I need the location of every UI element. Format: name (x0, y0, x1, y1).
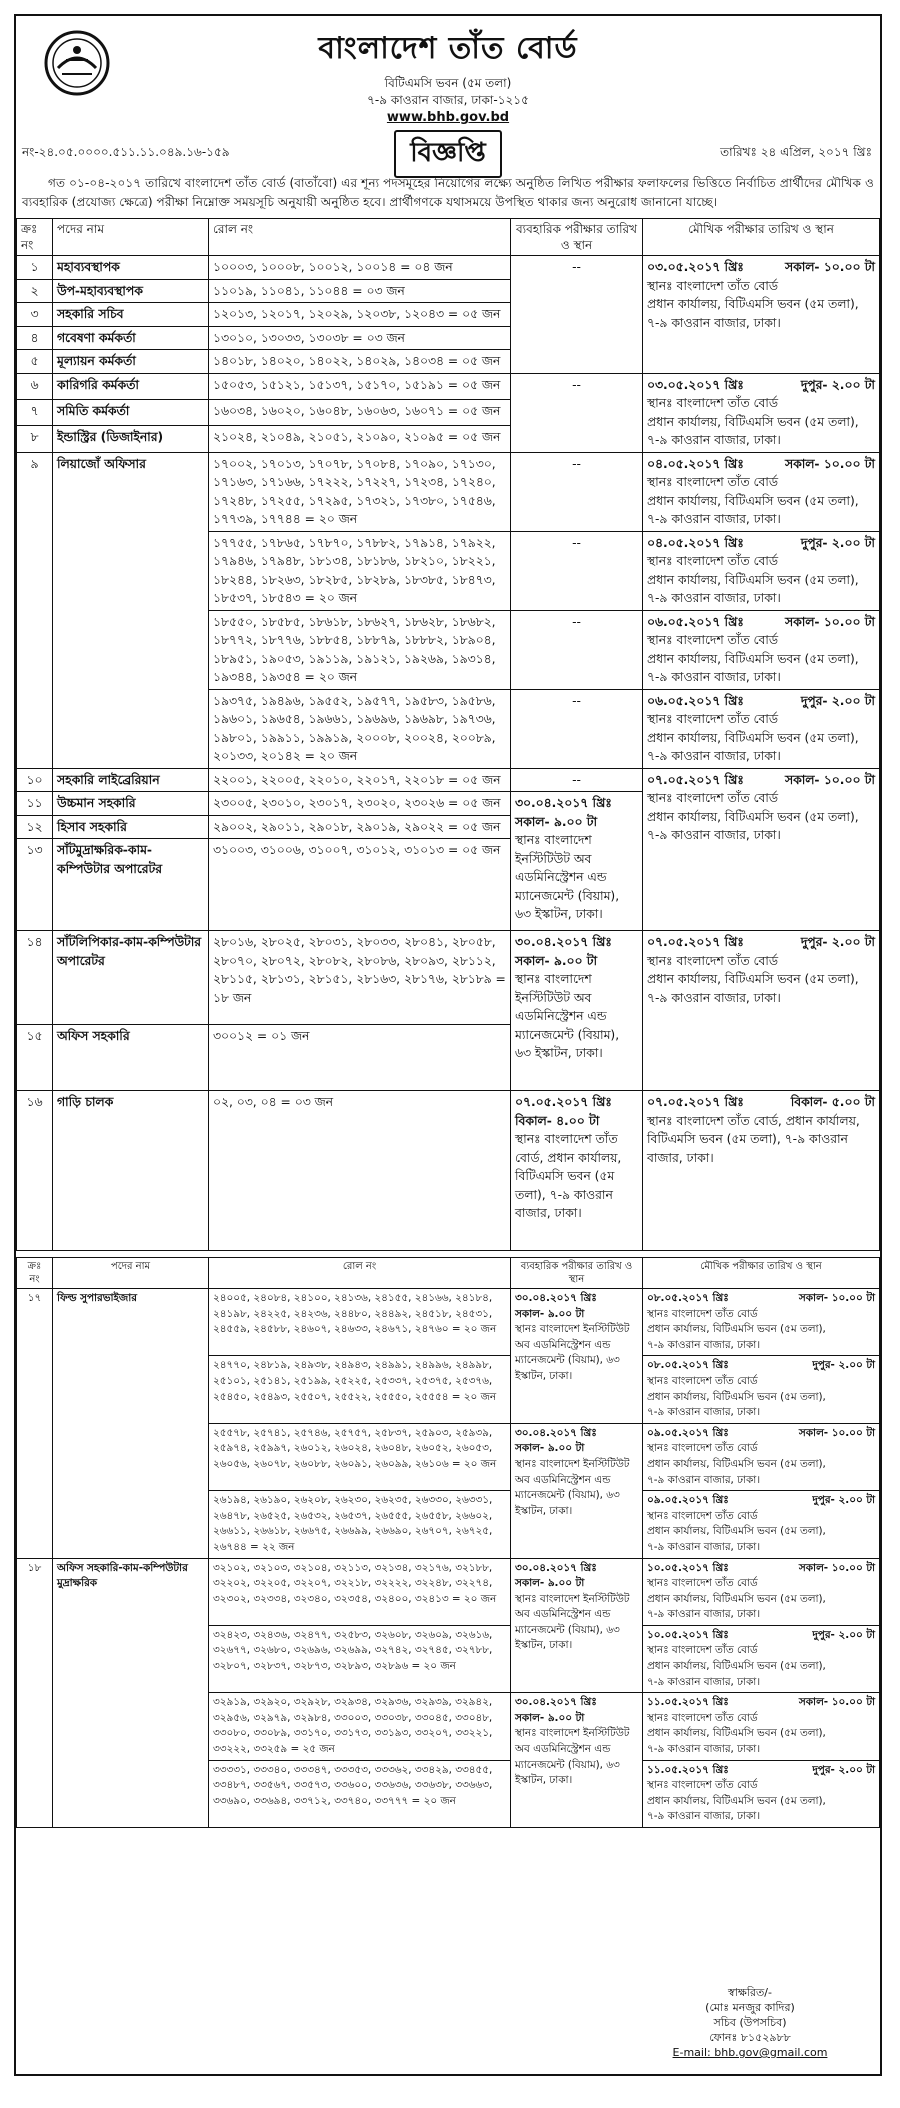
practical-cell: ৩০.০৪.২০১৭ খ্রিঃ সকাল- ৯.০০ টা স্থানঃ বাংলাদেশ ইনস্টিটিউট অব এডমিনিস্ট্রেশন এন্ড ম্যানেজমেন্ট (বিয়াম), ৬৩ ইস্কাটন, ঢাকা। (511, 1558, 643, 1693)
table-row: ৪ গবেষণা কর্মকর্তা ১৩০১০, ১৩০৩৩, ১৩০৩৮ = ০৩ জন (17, 326, 880, 350)
notice-page (14, 14, 882, 2076)
practical-cell: ৩০.০৪.২০১৭ খ্রিঃ সকাল- ৯.০০ টা স্থানঃ বাংলাদেশ ইনস্টিটিউট অব এডমিনিস্ট্রেশন এন্ড ম্যানেজমেন্ট (বিয়াম), ৬৩ ইস্কাটন, ঢাকা। (511, 1693, 643, 1828)
table-row: ৮ ইন্ডাস্ট্রির (ডিজাইনার) ২১০২৪, ২১০৪৯, ২১০৫১, ২১০৯০, ২১০৯৫ = ০৫ জন (17, 426, 880, 452)
viva-cell: ০৩.০৫.২০১৭ খ্রিঃ সকাল- ১০.০০ টা স্থানঃ বাংলাদেশ তাঁত বোর্ড প্রধান কার্যালয়, বিটিএমসি ভবন (৫ম তলা), ৭-৯ কাওরান বাজার, ঢাকা। (643, 256, 880, 374)
table-row: ১৬ গাড়ি চালক ০২, ০৩, ০৪ = ০৩ জন ০৭.০৫.২০১৭ খ্রিঃ বিকাল- ৪.০০ টা স্থানঃ বাংলাদেশ তাঁত বোর্ড, প্রধান কার্যালয়, বিটিএমসি ভবন (৫ম তলা), ৭-৯ কাওরান বাজার, ঢাকা। ০৭.০৫.২০১৭ খ্রিঃ বিকাল- ৫.০০ টা স্থানঃ বাংলাদেশ তাঁত বোর্ড, প্রধান কার্যালয়, বিটিএমসি ভবন (৫ম তলা), ৭-৯ কাওরান বাজার, ঢাকা। (17, 1091, 880, 1251)
memo-number: নং-২৪.০৫.০০০০.৫১১.১১.০৪৯.১৬-১৫৯ (22, 145, 230, 159)
col-viva: মৌখিক পরীক্ষার তারিখ ও স্থান (643, 1258, 880, 1289)
table-row: ১১ উচ্চমান সহকারি ২৩০০৫, ২৩০১০, ২৩০১৭, ২৩০২০, ২৩০২৬ = ০৫ জন ৩০.০৪.২০১৭ খ্রিঃ সকাল- ৯.০০ টা স্থানঃ বাংলাদেশ ইনস্টিটিউট অব এডমিনিস্ট্রেশন এন্ড ম্যানেজমেন্ট (বিয়াম), ৬৩ ইস্কাটন, ঢাকা। (17, 792, 880, 816)
practical-cell: ৩০.০৪.২০১৭ খ্রিঃ সকাল- ৯.০০ টা স্থানঃ বাংলাদেশ ইনস্টিটিউট অব এডমিনিস্ট্রেশন এন্ড ম্যানেজমেন্ট (বিয়াম), ৬৩ ইস্কাটন, ঢাকা। (511, 1423, 643, 1558)
table-row: ১৫ অফিস সহকারি ৩০০১২ = ০১ জন (17, 1025, 880, 1091)
col-post: পদের নাম (53, 219, 209, 256)
col-sl: ক্রঃ নং (17, 1258, 53, 1289)
table-header-row (17, 1258, 880, 1289)
table-row: ৬ কারিগরি কর্মকর্তা ১৫০৫৩, ১৫১২১, ১৫১৩৭, ১৫১৭০, ১৫১৯১ = ০৫ জন -- ০৩.০৫.২০১৭ খ্রিঃ দুপুর- ২.০০ টা স্থানঃ বাংলাদেশ তাঁত বোর্ড প্রধান কার্যালয়, বিটিএমসি ভবন (৫ম তলা), ৭-৯ কাওরান বাজার, ঢাকা। (17, 373, 880, 399)
viva-cell: ১১.০৫.২০১৭ খ্রিঃ দুপুর- ২.০০ টা স্থানঃ বাংলাদেশ তাঁত বোর্ড প্রধান কার্যালয়, বিটিএমসি ভবন (৫ম তলা), ৭-৯ কাওরান বাজার, ঢাকা। (643, 1760, 880, 1827)
table-row: ১৯৩৭৫, ১৯৪৯৬, ১৯৫৫২, ১৯৫৭৭, ১৯৫৮৩, ১৯৫৮৬, ১৯৬০১, ১৯৬৫৪, ১৯৬৬১, ১৯৬৯৬, ১৯৬৯৮, ১৯৭৩৬, ১৯৮০১, ১৯৯১১, ১৯৯১৯, ২০০০৮, ২০০২৪, ২০০৮৯, ২০১৩৩, ২০১৪২ = ২০ জন -- ০৬.০৫.২০১৭ খ্রিঃ দুপুর- ২.০০ টা স্থানঃ বাংলাদেশ তাঁত বোর্ড প্রধান কার্যালয়, বিটিএমসি ভবন (৫ম তলা), ৭-৯ কাওরান বাজার, ঢাকা। (17, 689, 880, 768)
signatory-designation: সচিব (উপসচিব) (713, 2016, 787, 2029)
table-row: ৭ সমিতি কর্মকর্তা ১৬০৩৪, ১৬০২০, ১৬০৪৮, ১৬০৬৩, ১৬০৭১ = ০৫ জন (17, 399, 880, 425)
table-row: ৫ মূল্যায়ন কর্মকর্তা ১৪০১৮, ১৪০২০, ১৪০২২, ১৪০২৯, ১৪০৩৪ = ০৫ জন (17, 350, 880, 374)
viva-cell: ০৮.০৫.২০১৭ খ্রিঃ দুপুর- ২.০০ টা স্থানঃ বাংলাদেশ তাঁত বোর্ড প্রধান কার্যালয়, বিটিএমসি ভবন (৫ম তলা), ৭-৯ কাওরান বাজার, ঢাকা। (643, 1356, 880, 1423)
col-roll: রোল নং (209, 1258, 511, 1289)
viva-cell: ০৭.০৫.২০১৭ খ্রিঃ বিকাল- ৫.০০ টা স্থানঃ বাংলাদেশ তাঁত বোর্ড, প্রধান কার্যালয়, বিটিএমসি ভবন (৫ম তলা), ৭-৯ কাওরান বাজার, ঢাকা। (643, 1091, 880, 1251)
col-practical: ব্যবহারিক পরীক্ষার তারিখ ও স্থান (511, 219, 643, 256)
table-row: ১৮ অফিস সহকারি-কাম-কম্পিউটার মুদ্রাক্ষরিক ৩২১০২, ৩২১০৩, ৩২১০৪, ৩২১১৩, ৩২১৩৪, ৩২১৭৬, ৩২১৮৮, ৩২২০২, ৩২২০৫, ৩২২০৭, ৩২২১৮, ৩২২২২, ৩২২৪৮, ৩২২৭৪, ৩২৩০২, ৩২৩৩৪, ৩২৩৪০, ৩২৩৫৪, ৩২৪০০, ৩২৪১৩ = ২০ জন ৩০.০৪.২০১৭ খ্রিঃ সকাল- ৯.০০ টা স্থানঃ বাংলাদেশ ইনস্টিটিউট অব এডমিনিস্ট্রেশন এন্ড ম্যানেজমেন্ট (বিয়াম), ৬৩ ইস্কাটন, ঢাকা। ১০.০৫.২০১৭ খ্রিঃ সকাল- ১০.০০ টা স্থানঃ বাংলাদেশ তাঁত বোর্ড প্রধান কার্যালয়, বিটিএমসি ভবন (৫ম তলা), ৭-৯ কাওরান বাজার, ঢাকা। (17, 1558, 880, 1625)
table-row: ১২ হিসাব সহকারি ২৯০০২, ২৯০১১, ২৯০১৮, ২৯০১৯, ২৯০২২ = ০৫ জন (17, 815, 880, 839)
col-practical: ব্যবহারিক পরীক্ষার তারিখ ও স্থান (511, 1258, 643, 1289)
table-row: ২৬১৯৪, ২৬১৯০, ২৬২০৮, ২৬২৩০, ২৬২৩৫, ২৬৩৩০, ২৬৩৩১, ২৬৪৭৮, ২৬৫২৫, ২৬৫৩২, ২৬৫৩৭, ২৬৫৫৫, ২৬৫৫৮, ২৬৬০২, ২৬৬১১, ২৬৬১৮, ২৬৬৭৫, ২৬৬৯৯, ২৬৬৯০, ২৬৭০৭, ২৬৭২৫, ২৬৭৪৪ = ২২ জন ০৯.০৫.২০১৭ খ্রিঃ দুপুর- ২.০০ টা স্থানঃ বাংলাদেশ তাঁত বোর্ড প্রধান কার্যালয়, বিটিএমসি ভবন (৫ম তলা), ৭-৯ কাওরান বাজার, ঢাকা। (17, 1491, 880, 1558)
intro-paragraph: গত ০১-০৪-২০১৭ তারিখে বাংলাদেশ তাঁত বোর্ড (বাতাঁবো) এর শূন্য পদসমূহের নিয়োগের লক্ষ্যে অনুষ্ঠিত লিখিত পরীক্ষার ফলাফলের ভিত্তিতে নির্বাচিত প্রার্থীদের মৌখিক ও ব্যবহারিক (প্রযোজ্য ক্ষেত্রে) পরীক্ষা নিম্নোক্ত সময়সূচি অনুযায়ী অনুষ্ঠিত হবে। প্রার্থীগণকে যথাসময়ে উপস্থিত থাকার জন্য অনুরোধ জানানো যাচ্ছে। (22, 176, 874, 209)
org-building: বিটিএমসি ভবন (৫ম তলা) (384, 76, 512, 90)
table-header-row (17, 219, 880, 256)
practical-cell: ৩০.০৪.২০১৭ খ্রিঃ সকাল- ৯.০০ টা স্থানঃ বাংলাদেশ ইনস্টিটিউট অব এডমিনিস্ট্রেশন এন্ড ম্যানেজমেন্ট (বিয়াম), ৬৩ ইস্কাটন, ঢাকা। (511, 931, 643, 1091)
table-row: ৩৩৩৩১, ৩৩৩৪০, ৩৩৩৪৭, ৩৩৩৫৩, ৩৩৩৬২, ৩৩৪২৯, ৩৩৪৫৫, ৩৩৪৮৭, ৩৩৫৬৭, ৩৩৫৭৩, ৩৩৬০০, ৩৩৬৩৬, ৩৩৬৩৮, ৩৩৬৬৩, ৩৩৬৯০, ৩৩৬৯৪, ৩৩৭১২, ৩৩৭৪০, ৩৩৭৭৭ = ২০ জন ১১.০৫.২০১৭ খ্রিঃ দুপুর- ২.০০ টা স্থানঃ বাংলাদেশ তাঁত বোর্ড প্রধান কার্যালয়, বিটিএমসি ভবন (৫ম তলা), ৭-৯ কাওরান বাজার, ঢাকা। (17, 1760, 880, 1827)
notice-title: বিজ্ঞপ্তি (394, 130, 502, 178)
viva-cell: ০৯.০৫.২০১৭ খ্রিঃ দুপুর- ২.০০ টা স্থানঃ বাংলাদেশ তাঁত বোর্ড প্রধান কার্যালয়, বিটিএমসি ভবন (৫ম তলা), ৭-৯ কাওরান বাজার, ঢাকা। (643, 1491, 880, 1558)
table-row: ৩২৯১৯, ৩২৯২০, ৩২৯২৮, ৩২৯৩৪, ৩২৯৩৬, ৩২৯৩৯, ৩২৯৪২, ৩২৯৫৬, ৩২৯৭৯, ৩২৯৮৪, ৩৩০০৩, ৩৩০৩৮, ৩৩০৪৫, ৩৩০৪৮, ৩৩০৮০, ৩৩০৮৯, ৩৩১৭০, ৩৩১৭৩, ৩৩১৯৩, ৩৩২০৭, ৩৩২২১, ৩৩২২২, ৩৩২৫৯ = ২৫ জন ৩০.০৪.২০১৭ খ্রিঃ সকাল- ৯.০০ টা স্থানঃ বাংলাদেশ ইনস্টিটিউট অব এডমিনিস্ট্রেশন এন্ড ম্যানেজমেন্ট (বিয়াম), ৬৩ ইস্কাটন, ঢাকা। ১১.০৫.২০১৭ খ্রিঃ সকাল- ১০.০০ টা স্থানঃ বাংলাদেশ তাঁত বোর্ড প্রধান কার্যালয়, বিটিএমসি ভবন (৫ম তলা), ৭-৯ কাওরান বাজার, ঢাকা। (17, 1693, 880, 1760)
table-row: ১০ সহকারি লাইব্রেরিয়ান ২২০০১, ২২০০৫, ২২০১০, ২২০১৭, ২২০১৮ = ০৫ জন -- ০৭.০৫.২০১৭ খ্রিঃ সকাল- ১০.০০ টা স্থানঃ বাংলাদেশ তাঁত বোর্ড প্রধান কার্যালয়, বিটিএমসি ভবন (৫ম তলা), ৭-৯ কাওরান বাজার, ঢাকা। (17, 768, 880, 792)
viva-cell: ১১.০৫.২০১৭ খ্রিঃ সকাল- ১০.০০ টা স্থানঃ বাংলাদেশ তাঁত বোর্ড প্রধান কার্যালয়, বিটিএমসি ভবন (৫ম তলা), ৭-৯ কাওরান বাজার, ঢাকা। (643, 1693, 880, 1760)
viva-cell: ০৮.০৫.২০১৭ খ্রিঃ সকাল- ১০.০০ টা স্থানঃ বাংলাদেশ তাঁত বোর্ড প্রধান কার্যালয়, বিটিএমসি ভবন (৫ম তলা), ৭-৯ কাওরান বাজার, ঢাকা। (643, 1289, 880, 1356)
table-row: ১৮৫৫০, ১৮৫৮৫, ১৮৬১৮, ১৮৬২৭, ১৮৬২৮, ১৮৬৮২, ১৮৭৭২, ১৮৭৭৬, ১৮৮৫৪, ১৮৮৭৯, ১৮৮৮২, ১৮৯০৪, ১৮৯৫১, ১৯০৫৩, ১৯১১৯, ১৯১২১, ১৯২৬৯, ১৯৩১৪, ১৯৩৪৪, ১৯৩৫৪ = ২০ জন -- ০৬.০৫.২০১৭ খ্রিঃ সকাল- ১০.০০ টা স্থানঃ বাংলাদেশ তাঁত বোর্ড প্রধান কার্যালয়, বিটিএমসি ভবন (৫ম তলা), ৭-৯ কাওরান বাজার, ঢাকা। (17, 610, 880, 689)
signature-block (640, 1985, 860, 2060)
table-row: ২ উপ-মহাব্যবস্থাপক ১১০১৯, ১১০৪১, ১১০৪৪ = ০৩ জন (17, 279, 880, 303)
col-post: পদের নাম (53, 1258, 209, 1289)
org-title: বাংলাদেশ তাঁত বোর্ড (318, 31, 578, 66)
table-row: ১ মহাব্যবস্থাপক ১০০০৩, ১০০০৮, ১০০১২, ১০০১৪ = ০৪ জন -- ০৩.০৫.২০১৭ খ্রিঃ সকাল- ১০.০০ টা স্থানঃ বাংলাদেশ তাঁত বোর্ড প্রধান কার্যালয়, বিটিএমসি ভবন (৫ম তলা), ৭-৯ কাওরান বাজার, ঢাকা। (17, 256, 880, 280)
viva-cell: ০৬.০৫.২০১৭ খ্রিঃ দুপুর- ২.০০ টা স্থানঃ বাংলাদেশ তাঁত বোর্ড প্রধান কার্যালয়, বিটিএমসি ভবন (৫ম তলা), ৭-৯ কাওরান বাজার, ঢাকা। (643, 689, 880, 768)
org-website-link[interactable]: www.bhb.gov.bd (386, 110, 510, 125)
notice-date: তারিখঃ ২৪ এপ্রিল, ২০১৭ খ্রিঃ (720, 145, 872, 159)
signatory-email-link[interactable]: E-mail: bhb.gov@gmail.com (672, 2046, 828, 2059)
org-address: ৭-৯ কাওরান বাজার, ঢাকা-১২১৫ (367, 93, 529, 107)
table-row: ১৪ সাঁটলিপিকার-কাম-কম্পিউটার অপারেটর ২৮০১৬, ২৮০২৫, ২৮০৩১, ২৮০৩৩, ২৮০৪১, ২৮০৫৮, ২৮০৭০, ২৮০৭২, ২৮০৮২, ২৮০৮৬, ২৮০৯৩, ২৮১১২, ২৮১১৫, ২৮১৩১, ২৮১৫১, ২৮১৬৩, ২৮১৭৬, ২৮১৮৯ = ১৮ জন ৩০.০৪.২০১৭ খ্রিঃ সকাল- ৯.০০ টা স্থানঃ বাংলাদেশ ইনস্টিটিউট অব এডমিনিস্ট্রেশন এন্ড ম্যানেজমেন্ট (বিয়াম), ৬৩ ইস্কাটন, ঢাকা। ০৭.০৫.২০১৭ খ্রিঃ দুপুর- ২.০০ টা স্থানঃ বাংলাদেশ তাঁত বোর্ড প্রধান কার্যালয়, বিটিএমসি ভবন (৫ম তলা), ৭-৯ কাওরান বাজার, ঢাকা। (17, 931, 880, 1025)
practical-cell: ০৭.০৫.২০১৭ খ্রিঃ বিকাল- ৪.০০ টা স্থানঃ বাংলাদেশ তাঁত বোর্ড, প্রধান কার্যালয়, বিটিএমসি ভবন (৫ম তলা), ৭-৯ কাওরান বাজার, ঢাকা। (511, 1091, 643, 1251)
table-row: ৩২৪২৩, ৩২৪৩৬, ৩২৪৭৭, ৩২৫৮৩, ৩২৬০৮, ৩২৬০৯, ৩২৬১৬, ৩২৬৭৭, ৩২৬৮০, ৩২৬৯৬, ৩২৬৯৯, ৩২৭৪২, ৩২৭৪৫, ৩২৭৮৮, ৩২৮০৭, ৩২৮৩৭, ৩২৮৭৩, ৩২৮৯৩, ৩২৮৯৬ = ২০ জন ১০.০৫.২০১৭ খ্রিঃ দুপুর- ২.০০ টা স্থানঃ বাংলাদেশ তাঁত বোর্ড প্রধান কার্যালয়, বিটিএমসি ভবন (৫ম তলা), ৭-৯ কাওরান বাজার, ঢাকা। (17, 1625, 880, 1692)
bhb-seal-icon (44, 30, 110, 96)
memo-row (16, 136, 880, 170)
schedule-table (16, 218, 880, 1251)
table-row: ২৫৫৭৮, ২৫৭৪১, ২৫৭৪৬, ২৫৭৫৭, ২৫৮৩৭, ২৫৯০৩, ২৫৯৩৯, ২৫৯৭৪, ২৫৯৯৭, ২৬০১২, ২৬০২৪, ২৬০৪৮, ২৬০৫২, ২৬০৫৩, ২৬০৫৬, ২৬০৭৮, ২৬০৮৮, ২৬০৯১, ২৬০৯৯, ২৬১০৬ = ২০ জন ৩০.০৪.২০১৭ খ্রিঃ সকাল- ৯.০০ টা স্থানঃ বাংলাদেশ ইনস্টিটিউট অব এডমিনিস্ট্রেশন এন্ড ম্যানেজমেন্ট (বিয়াম), ৬৩ ইস্কাটন, ঢাকা। ০৯.০৫.২০১৭ খ্রিঃ সকাল- ১০.০০ টা স্থানঃ বাংলাদেশ তাঁত বোর্ড প্রধান কার্যালয়, বিটিএমসি ভবন (৫ম তলা), ৭-৯ কাওরান বাজার, ঢাকা। (17, 1423, 880, 1490)
table-row: ৯ লিয়াজোঁ অফিসার ১৭০০২, ১৭০১৩, ১৭০৭৮, ১৭০৮৪, ১৭০৯০, ১৭১৩০, ১৭১৬৩, ১৭১৬৬, ১৭২২২, ১৭২২৭, ১৭২৩৪, ১৭২৪০, ১৭২৪৮, ১৭২৫৫, ১৭২৯৫, ১৭৩২১, ১৭৩৮০, ১৭৫৪৬, ১৭৭৩৯, ১৭৭৪৪ = ২০ জন -- ০৪.০৫.২০১৭ খ্রিঃ সকাল- ১০.০০ টা স্থানঃ বাংলাদেশ তাঁত বোর্ড প্রধান কার্যালয়, বিটিএমসি ভবন (৫ম তলা), ৭-৯ কাওরান বাজার, ঢাকা। (17, 452, 880, 531)
viva-cell: ১০.০৫.২০১৭ খ্রিঃ সকাল- ১০.০০ টা স্থানঃ বাংলাদেশ তাঁত বোর্ড প্রধান কার্যালয়, বিটিএমসি ভবন (৫ম তলা), ৭-৯ কাওরান বাজার, ঢাকা। (643, 1558, 880, 1625)
table-row: ১৩ সাঁটমুদ্রাক্ষরিক-কাম-কম্পিউটার অপারেটর ৩১০০৩, ৩১০০৬, ৩১০০৭, ৩১০১২, ৩১০১৩ = ০৫ জন (17, 839, 880, 931)
viva-cell: ০৪.০৫.২০১৭ খ্রিঃ দুপুর- ২.০০ টা স্থানঃ বাংলাদেশ তাঁত বোর্ড প্রধান কার্যালয়, বিটিএমসি ভবন (৫ম তলা), ৭-৯ কাওরান বাজার, ঢাকা। (643, 531, 880, 610)
viva-cell: ০৩.০৫.২০১৭ খ্রিঃ দুপুর- ২.০০ টা স্থানঃ বাংলাদেশ তাঁত বোর্ড প্রধান কার্যালয়, বিটিএমসি ভবন (৫ম তলা), ৭-৯ কাওরান বাজার, ঢাকা। (643, 373, 880, 452)
signatory-phone: ফোনঃ ৮১৫২৯৮৮ (709, 2031, 791, 2044)
viva-cell: ০৭.০৫.২০১৭ খ্রিঃ সকাল- ১০.০০ টা স্থানঃ বাংলাদেশ তাঁত বোর্ড প্রধান কার্যালয়, বিটিএমসি ভবন (৫ম তলা), ৭-৯ কাওরান বাজার, ঢাকা। (643, 768, 880, 931)
viva-cell: ০৪.০৫.২০১৭ খ্রিঃ সকাল- ১০.০০ টা স্থানঃ বাংলাদেশ তাঁত বোর্ড প্রধান কার্যালয়, বিটিএমসি ভবন (৫ম তলা), ৭-৯ কাওরান বাজার, ঢাকা। (643, 452, 880, 531)
table-row: ৩ সহকারি সচিব ১২০১৩, ১২০১৭, ১২০২৯, ১২০৩৮, ১২০৪৩ = ০৫ জন (17, 303, 880, 327)
col-viva: মৌখিক পরীক্ষার তারিখ ও স্থান (643, 219, 880, 256)
col-sl: ক্রঃ নং (17, 219, 53, 256)
practical-cell: ৩০.০৪.২০১৭ খ্রিঃ সকাল- ৯.০০ টা স্থানঃ বাংলাদেশ ইনস্টিটিউট অব এডমিনিস্ট্রেশন এন্ড ম্যানেজমেন্ট (বিয়াম), ৬৩ ইস্কাটন, ঢাকা। (511, 1289, 643, 1424)
viva-cell: ০৯.০৫.২০১৭ খ্রিঃ সকাল- ১০.০০ টা স্থানঃ বাংলাদেশ তাঁত বোর্ড প্রধান কার্যালয়, বিটিএমসি ভবন (৫ম তলা), ৭-৯ কাওরান বাজার, ঢাকা। (643, 1423, 880, 1490)
signatory-name: (মোঃ মনজুর কাদির) (705, 2001, 795, 2014)
viva-cell: ১০.০৫.২০১৭ খ্রিঃ দুপুর- ২.০০ টা স্থানঃ বাংলাদেশ তাঁত বোর্ড প্রধান কার্যালয়, বিটিএমসি ভবন (৫ম তলা), ৭-৯ কাওরান বাজার, ঢাকা। (643, 1625, 880, 1692)
header (16, 16, 880, 136)
schedule-table-2 (16, 1257, 880, 1828)
col-roll: রোল নং (209, 219, 511, 256)
viva-cell: ০৭.০৫.২০১৭ খ্রিঃ দুপুর- ২.০০ টা স্থানঃ বাংলাদেশ তাঁত বোর্ড প্রধান কার্যালয়, বিটিএমসি ভবন (৫ম তলা), ৭-৯ কাওরান বাজার, ঢাকা। (643, 931, 880, 1091)
table-row: ২৪৭৭০, ২৪৮১৯, ২৪৯৩৮, ২৪৯৪৩, ২৪৯৯১, ২৪৯৯৬, ২৪৯৯৮, ২৫১০১, ২৫১৪১, ২৫১৯৯, ২৫২২৫, ২৫৩৩৭, ২৫৩৭৫, ২৫৩৭৬, ২৫৪৫০, ২৫৪৯৩, ২৫৫০৭, ২৫৫২২, ২৫৫৫০, ২৫৫৫৪ = ২০ জন ০৮.০৫.২০১৭ খ্রিঃ দুপুর- ২.০০ টা স্থানঃ বাংলাদেশ তাঁত বোর্ড প্রধান কার্যালয়, বিটিএমসি ভবন (৫ম তলা), ৭-৯ কাওরান বাজার, ঢাকা। (17, 1356, 880, 1423)
viva-cell: ০৬.০৫.২০১৭ খ্রিঃ সকাল- ১০.০০ টা স্থানঃ বাংলাদেশ তাঁত বোর্ড প্রধান কার্যালয়, বিটিএমসি ভবন (৫ম তলা), ৭-৯ কাওরান বাজার, ঢাকা। (643, 610, 880, 689)
table-row: ১৭ ফিল্ড সুপারভাইজার ২৪০০৫, ২৪০৮৪, ২৪১০০, ২৪১৩৬, ২৪১৫৫, ২৪১৬৬, ২৪১৮৪, ২৪১৯৮, ২৪২২৫, ২৪২৩৬, ২৪৪৮০, ২৪৪৯২, ২৪৫১৮, ২৪৫৩১, ২৪৫৫৯, ২৪৫৮৮, ২৪৬০৭, ২৪৬৩৩, ২৪৬৭১, ২৪৭৬০ = ২০ জন ৩০.০৪.২০১৭ খ্রিঃ সকাল- ৯.০০ টা স্থানঃ বাংলাদেশ ইনস্টিটিউট অব এডমিনিস্ট্রেশন এন্ড ম্যানেজমেন্ট (বিয়াম), ৬৩ ইস্কাটন, ঢাকা। ০৮.০৫.২০১৭ খ্রিঃ সকাল- ১০.০০ টা স্থানঃ বাংলাদেশ তাঁত বোর্ড প্রধান কার্যালয়, বিটিএমসি ভবন (৫ম তলা), ৭-৯ কাওরান বাজার, ঢাকা। (17, 1289, 880, 1356)
table-row: ১৭৭৫৫, ১৭৮৬৫, ১৭৮৭০, ১৭৮৮২, ১৭৯১৪, ১৭৯২২, ১৭৯৪৬, ১৭৯৪৮, ১৮১৩৪, ১৮১৮৬, ১৮২১০, ১৮২২১, ১৮২৪৪, ১৮২৬৩, ১৮২৮৫, ১৮২৮৯, ১৮৩৮৫, ১৮৪৭৩, ১৮৫৩৭, ১৮৫৪৩ = ২০ জন -- ০৪.০৫.২০১৭ খ্রিঃ দুপুর- ২.০০ টা স্থানঃ বাংলাদেশ তাঁত বোর্ড প্রধান কার্যালয়, বিটিএমসি ভবন (৫ম তলা), ৭-৯ কাওরান বাজার, ঢাকা। (17, 531, 880, 610)
practical-cell: ৩০.০৪.২০১৭ খ্রিঃ সকাল- ৯.০০ টা স্থানঃ বাংলাদেশ ইনস্টিটিউট অব এডমিনিস্ট্রেশন এন্ড ম্যানেজমেন্ট (বিয়াম), ৬৩ ইস্কাটন, ঢাকা। (511, 792, 643, 931)
signature-signed: স্বাক্ষরিত/- (728, 1986, 772, 1999)
